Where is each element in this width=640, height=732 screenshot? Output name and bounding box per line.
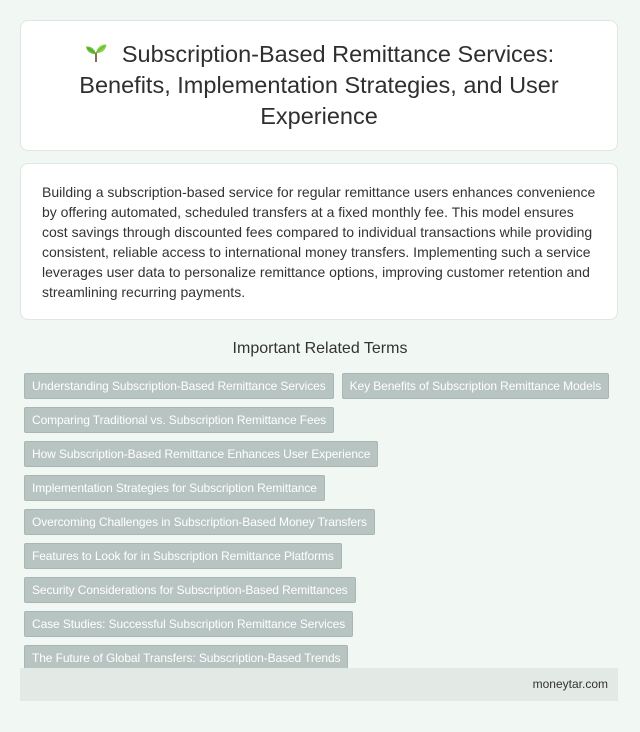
footer-site-link[interactable]: moneytar.com: [532, 677, 608, 691]
related-terms-list: [24, 373, 624, 671]
related-term-tag[interactable]: Security Considerations for Subscription-Based Remittances: [24, 577, 356, 603]
intro-paragraph: Building a subscription-based service for regular remittance users enhances convenience by offering automated, scheduled transfers at a fixed monthly fee. This model ensures cost savings through discounted fees compared to individual transactions while providing consistent, reliable access to international money transfers. Implementing such a service leverages user data to personalize remittance options, improving customer retention and streamlining recurring payments.: [42, 184, 596, 300]
related-term-tag[interactable]: How Subscription-Based Remittance Enhances User Experience: [24, 441, 378, 467]
related-term-tag[interactable]: Case Studies: Successful Subscription Remittance Services: [24, 611, 353, 637]
title-card: [20, 20, 618, 151]
related-term-tag[interactable]: Features to Look for in Subscription Remittance Platforms: [24, 543, 342, 569]
related-term-tag[interactable]: Key Benefits of Subscription Remittance Models: [342, 373, 610, 399]
related-term-tag[interactable]: Implementation Strategies for Subscription Remittance: [24, 475, 325, 501]
footer: [20, 668, 618, 701]
related-term-tag[interactable]: The Future of Global Transfers: Subscription-Based Trends: [24, 645, 348, 671]
page-title: [21, 39, 617, 132]
related-term-tag[interactable]: Overcoming Challenges in Subscription-Based Money Transfers: [24, 509, 375, 535]
related-terms-heading: Important Related Terms: [232, 340, 408, 357]
related-term-tag[interactable]: Comparing Traditional vs. Subscription Remittance Fees: [24, 407, 334, 433]
seedling-icon: [84, 40, 108, 64]
related-term-tag[interactable]: Understanding Subscription-Based Remittance Services: [24, 373, 334, 399]
page-title-text: Subscription-Based Remittance Services: Benefits, Implementation Strategies, and User Experience: [79, 41, 559, 129]
intro-card: [20, 163, 618, 320]
